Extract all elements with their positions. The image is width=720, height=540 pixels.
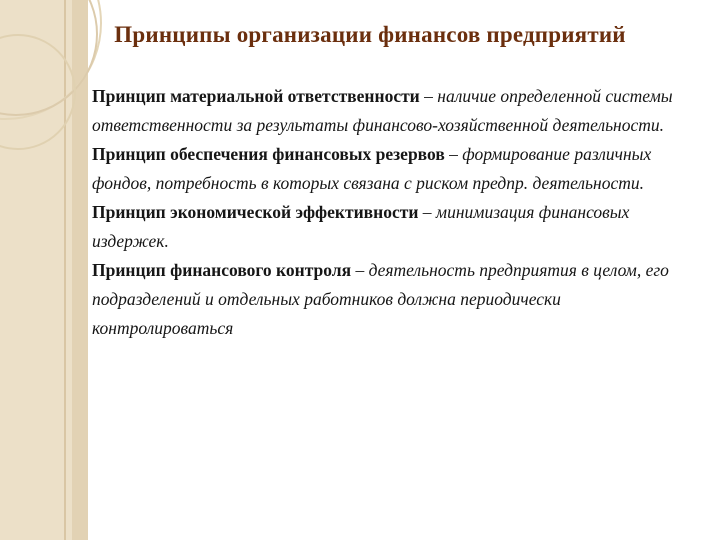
paragraph-1: [92, 82, 692, 140]
paragraph-3: [92, 198, 692, 256]
paragraph-2-rest: формирование различных фондов, потребность в которых связана с риском предпр. деятельности.: [92, 144, 652, 193]
paragraph-3-lead: Принцип экономической эффективности: [92, 202, 419, 222]
paragraph-4-dash: –: [351, 260, 369, 280]
paragraph-2: [92, 140, 692, 198]
paragraph-4-lead: Принцип финансового контроля: [92, 260, 352, 280]
paragraph-3-rest: минимизация финансовых издержек.: [92, 202, 630, 251]
slide-body: [92, 82, 692, 343]
paragraph-1-dash: –: [419, 86, 438, 106]
paragraph-4: [92, 256, 692, 343]
paragraph-2-dash: –: [444, 144, 463, 164]
paragraph-3-dash: –: [418, 202, 436, 222]
paragraph-1-rest: наличие определенной системы ответственности за результаты финансово-хозяйственной деятельности.: [92, 86, 673, 135]
paragraph-4-rest: деятельность предприятия в целом, его подразделений и отдельных работников должна периодически контролироваться: [92, 260, 669, 338]
paragraph-1-lead: Принцип материальной ответственности: [92, 86, 420, 106]
paragraph-2-lead: Принцип обеспечения финансовых резервов: [92, 144, 445, 164]
slide-title: Принципы организации финансов предприятий: [114, 22, 626, 47]
